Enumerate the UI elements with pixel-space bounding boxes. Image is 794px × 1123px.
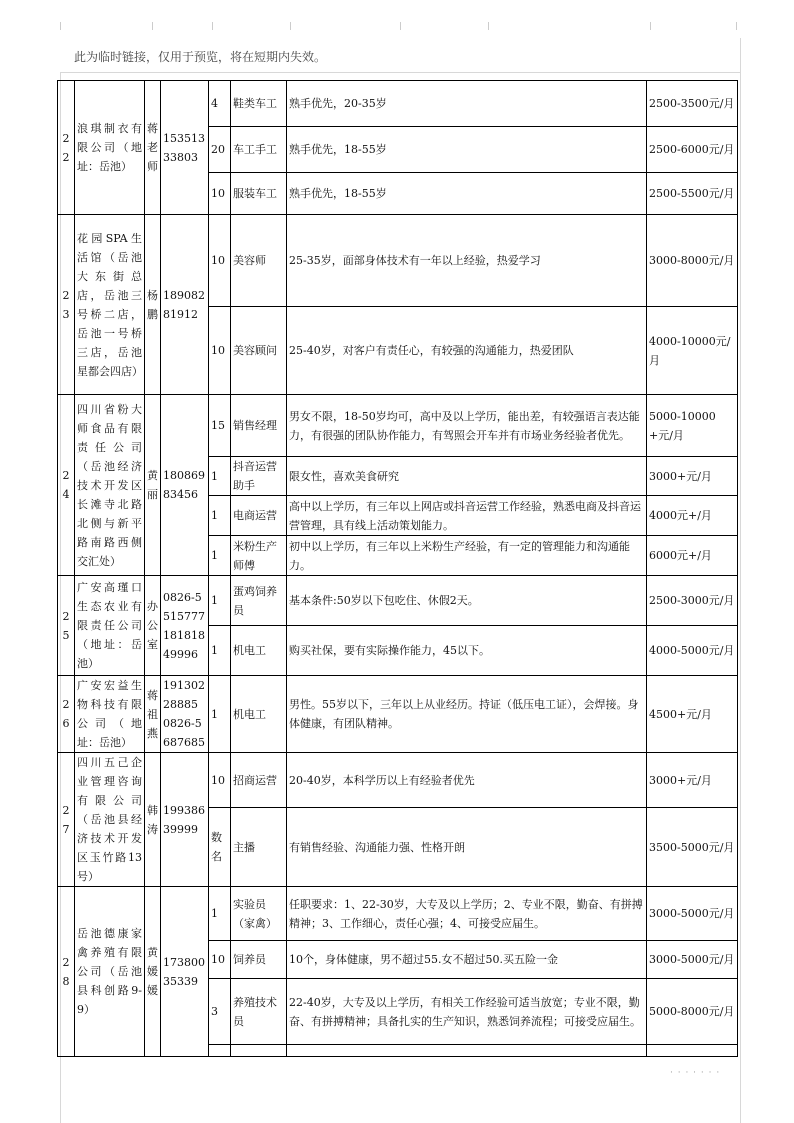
job-count: 20	[209, 127, 231, 173]
job-salary: 2500-5500元/月	[647, 173, 738, 215]
job-salary: 3000-5000元/月	[647, 941, 738, 979]
job-position: 蛋鸡饲养员	[231, 576, 287, 626]
job-salary: 3000-8000元/月	[647, 215, 738, 307]
company-number: 25	[58, 576, 75, 676]
job-salary: 4000元+/月	[647, 496, 738, 536]
job-requirement: 22-40岁，大专及以上学历，有相关工作经验可适当放宽；专业不限，勤奋、有拼搏精神；具备扎实的生产知识，熟悉饲养流程；可接受应届生。	[287, 979, 647, 1045]
job-count	[209, 1045, 231, 1057]
job-position: 招商运营	[231, 753, 287, 808]
contact-person: 蒋老师	[145, 81, 161, 215]
job-count: 1	[209, 626, 231, 676]
contact-phone: 0826-5515777 18181849996	[161, 576, 209, 676]
job-requirement: 20-40岁，本科学历以上有经验者优先	[287, 753, 647, 808]
job-count: 3	[209, 979, 231, 1045]
job-count: 10	[209, 307, 231, 395]
job-salary: 2500-3500元/月	[647, 81, 738, 127]
contact-person: 黄媛媛	[145, 887, 161, 1057]
company-name: 四川省粉大师食品有限责任公司（岳池经济技术开发区长滩寺北路北侧与新平路南路西侧交汇处）	[75, 395, 145, 576]
company-name: 花园SPA生活馆（岳池大东街总店，岳池三号桥二店，岳池一号桥三店，岳池星都会四店）	[75, 215, 145, 395]
job-position: 美容顾问	[231, 307, 287, 395]
page-right-edge	[740, 38, 741, 1123]
job-salary: 4000-10000元/月	[647, 307, 738, 395]
job-salary: 6000元+/月	[647, 536, 738, 576]
job-count: 15	[209, 395, 231, 457]
page-top-margin	[0, 0, 794, 38]
contact-phone: 17380035339	[161, 887, 209, 1057]
contact-phone: 15351333803	[161, 81, 209, 215]
job-row	[58, 81, 738, 127]
job-requirement: 熟手优先，20-35岁	[287, 81, 647, 127]
job-row	[58, 887, 738, 941]
job-count: 1	[209, 457, 231, 496]
job-row	[58, 676, 738, 753]
job-requirement: 25-40岁，对客户有责任心，有较强的沟通能力，热爱团队	[287, 307, 647, 395]
company-name: 岳池德康家禽养殖有限公司（岳池县科创路9-9）	[75, 887, 145, 1057]
job-count: 10	[209, 941, 231, 979]
job-position: 饲养员	[231, 941, 287, 979]
job-listing-body	[58, 81, 738, 1057]
contact-person: 蒋祖燕	[145, 676, 161, 753]
job-position: 实验员（家禽）	[231, 887, 287, 941]
contact-person: 黄丽	[145, 395, 161, 576]
company-name: 浪琪制衣有限公司（地址：岳池）	[75, 81, 145, 215]
job-position: 抖音运营助手	[231, 457, 287, 496]
job-count: 1	[209, 496, 231, 536]
company-number: 28	[58, 887, 75, 1057]
company-name: 广安高瑾口生态农业有限责任公司（地址：岳池）	[75, 576, 145, 676]
job-salary: 3000+元/月	[647, 457, 738, 496]
job-salary: 2500-6000元/月	[647, 127, 738, 173]
job-requirement: 熟手优先，18-55岁	[287, 173, 647, 215]
job-count: 4	[209, 81, 231, 127]
job-position: 销售经理	[231, 395, 287, 457]
job-salary: 3000-5000元/月	[647, 887, 738, 941]
job-requirement: 男女不限，18-50岁均可，高中及以上学历，能出差，有较强语言表达能力，有很强的团队协作能力，有驾照会开车并有市场业务经验者优先。	[287, 395, 647, 457]
job-position: 机电工	[231, 676, 287, 753]
job-position	[231, 1045, 287, 1057]
job-count: 10	[209, 215, 231, 307]
company-number: 24	[58, 395, 75, 576]
job-row	[58, 576, 738, 626]
company-name: 四川五己企业管理咨询有限公司（岳池县经济技术开发区玉竹路13号）	[75, 753, 145, 887]
company-number: 23	[58, 215, 75, 395]
job-count: 1	[209, 536, 231, 576]
job-salary: 5000-10000+元/月	[647, 395, 738, 457]
company-number: 27	[58, 753, 75, 887]
job-salary: 4500+元/月	[647, 676, 738, 753]
job-requirement: 有销售经验、沟通能力强、性格开朗	[287, 808, 647, 887]
job-position: 主播	[231, 808, 287, 887]
job-requirement: 高中以上学历，有三年以上网店或抖音运营工作经验，熟悉电商及抖音运营管理，具有线上活动策划能力。	[287, 496, 647, 536]
job-requirement: 男性。55岁以下，三年以上从业经历。持证（低压电工证），会焊接。身体健康，有团队精神。	[287, 676, 647, 753]
company-number: 22	[58, 81, 75, 215]
job-count: 1	[209, 676, 231, 753]
job-position: 养殖技术员	[231, 979, 287, 1045]
job-count: 1	[209, 576, 231, 626]
contact-phone: 18086983456	[161, 395, 209, 576]
job-position: 车工手工	[231, 127, 287, 173]
job-salary: 5000-8000元/月	[647, 979, 738, 1045]
job-salary	[647, 1045, 738, 1057]
job-requirement: 10个，身体健康，男不超过55.女不超过50.买五险一金	[287, 941, 647, 979]
job-requirement: 25-35岁，面部身体技术有一年以上经验，热爱学习	[287, 215, 647, 307]
company-name: 广安宏益生物科技有限公司（地址：岳池）	[75, 676, 145, 753]
job-requirement: 初中以上学历，有三年以上米粉生产经验，有一定的管理能力和沟通能力。	[287, 536, 647, 576]
job-requirement: 任职要求：1、22-30岁，大专及以上学历；2、专业不限，勤奋、有拼搏精神；3、工作细心，责任心强；4、可接受应届生。	[287, 887, 647, 941]
job-requirement: 限女性，喜欢美食研究	[287, 457, 647, 496]
job-salary: 4000-5000元/月	[647, 626, 738, 676]
company-number: 26	[58, 676, 75, 753]
job-position: 服装车工	[231, 173, 287, 215]
job-requirement	[287, 1045, 647, 1057]
job-count: 10	[209, 753, 231, 808]
job-position: 电商运营	[231, 496, 287, 536]
job-listing-table	[57, 80, 738, 1057]
job-requirement: 购买社保，要有实际操作能力，45以下。	[287, 626, 647, 676]
job-salary: 3500-5000元/月	[647, 808, 738, 887]
job-count: 1	[209, 887, 231, 941]
job-position: 机电工	[231, 626, 287, 676]
contact-person: 杨鹏	[145, 215, 161, 395]
contact-person: 办公室	[145, 576, 161, 676]
job-row	[58, 395, 738, 457]
job-requirement: 熟手优先，18-55岁	[287, 127, 647, 173]
job-row	[58, 215, 738, 307]
contact-phone: 19130228885 0826-5687685	[161, 676, 209, 753]
job-position: 米粉生产师傅	[231, 536, 287, 576]
contact-phone: 18908281912	[161, 215, 209, 395]
contact-phone: 19938639999	[161, 753, 209, 887]
contact-person: 韩涛	[145, 753, 161, 887]
job-row	[58, 753, 738, 808]
job-position: 鞋类车工	[231, 81, 287, 127]
job-count: 数名	[209, 808, 231, 887]
job-count: 10	[209, 173, 231, 215]
job-salary: 3000+元/月	[647, 753, 738, 808]
watermark: · · · · · · ·	[670, 1068, 721, 1078]
banner-notice: 此为临时链接，仅用于预览，将在短期内失效。	[74, 50, 327, 64]
job-position: 美容师	[231, 215, 287, 307]
job-requirement: 基本条件:50岁以下包吃住、休假2天。	[287, 576, 647, 626]
job-salary: 2500-3000元/月	[647, 576, 738, 626]
temporary-link-banner	[60, 38, 740, 73]
